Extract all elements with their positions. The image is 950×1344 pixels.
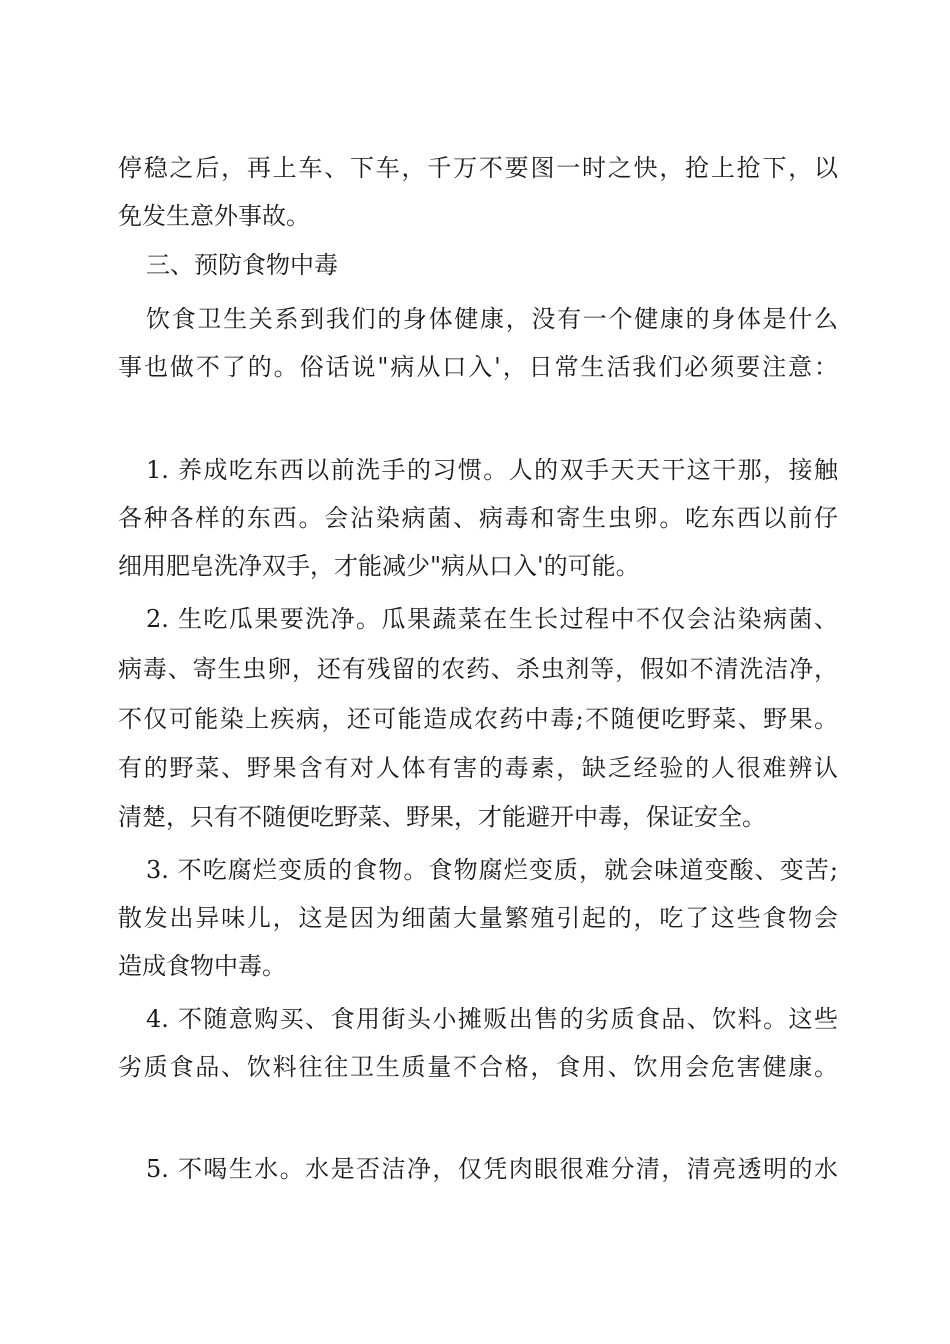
text-line: 免发生意外事故。: [118, 202, 310, 230]
text-line: 饮食卫生关系到我们的身体健康，没有一个健康的身体是什么: [146, 305, 838, 333]
section-heading: 三、预防食物中毒: [146, 251, 338, 279]
text-line: 1. 养成吃东西以前洗手的习惯。人的双手天天干这干那，接触: [146, 456, 838, 484]
text-line: 清楚，只有不随便吃野菜、野果，才能避开中毒，保证安全。: [118, 803, 766, 831]
text-line: 3. 不吃腐烂变质的食物。食物腐烂变质，就会味道变酸、变苦;: [146, 856, 838, 884]
text-line: 细用肥皂洗净双手，才能减少"病从口入'的可能。: [118, 552, 640, 580]
text-line: 病毒、寄生虫卵，还有残留的农药、杀虫剂等，假如不清洗洁净，: [118, 655, 838, 683]
text-line: 不仅可能染上疾病，还可能造成农药中毒;不随便吃野菜、野果。: [118, 705, 838, 733]
text-line: 劣质食品、饮料往往卫生质量不合格，食用、饮用会危害健康。: [118, 1053, 838, 1081]
text-line: 事也做不了的。俗话说"病从口入'，日常生活我们必须要注意：: [118, 353, 838, 381]
text-line: 4. 不随意购买、食用街头小摊贩出售的劣质食品、饮料。这些: [146, 1005, 838, 1033]
text-line: 停稳之后，再上车、下车，千万不要图一时之快，抢上抢下，以: [118, 154, 838, 182]
text-line: 各种各样的东西。会沾染病菌、病毒和寄生虫卵。吃东西以前仔: [118, 504, 838, 532]
text-line: 造成食物中毒。: [118, 952, 286, 980]
text-line: 有的野菜、野果含有对人体有害的毒素，缺乏经验的人很难辨认: [118, 754, 838, 782]
text-line: 5. 不喝生水。水是否洁净，仅凭肉眼很难分清，清亮透明的水: [146, 1155, 838, 1183]
text-line: 散发出异味儿，这是因为细菌大量繁殖引起的，吃了这些食物会: [118, 904, 838, 932]
text-line: 2. 生吃瓜果要洗净。瓜果蔬菜在生长过程中不仅会沾染病菌、: [146, 605, 838, 633]
